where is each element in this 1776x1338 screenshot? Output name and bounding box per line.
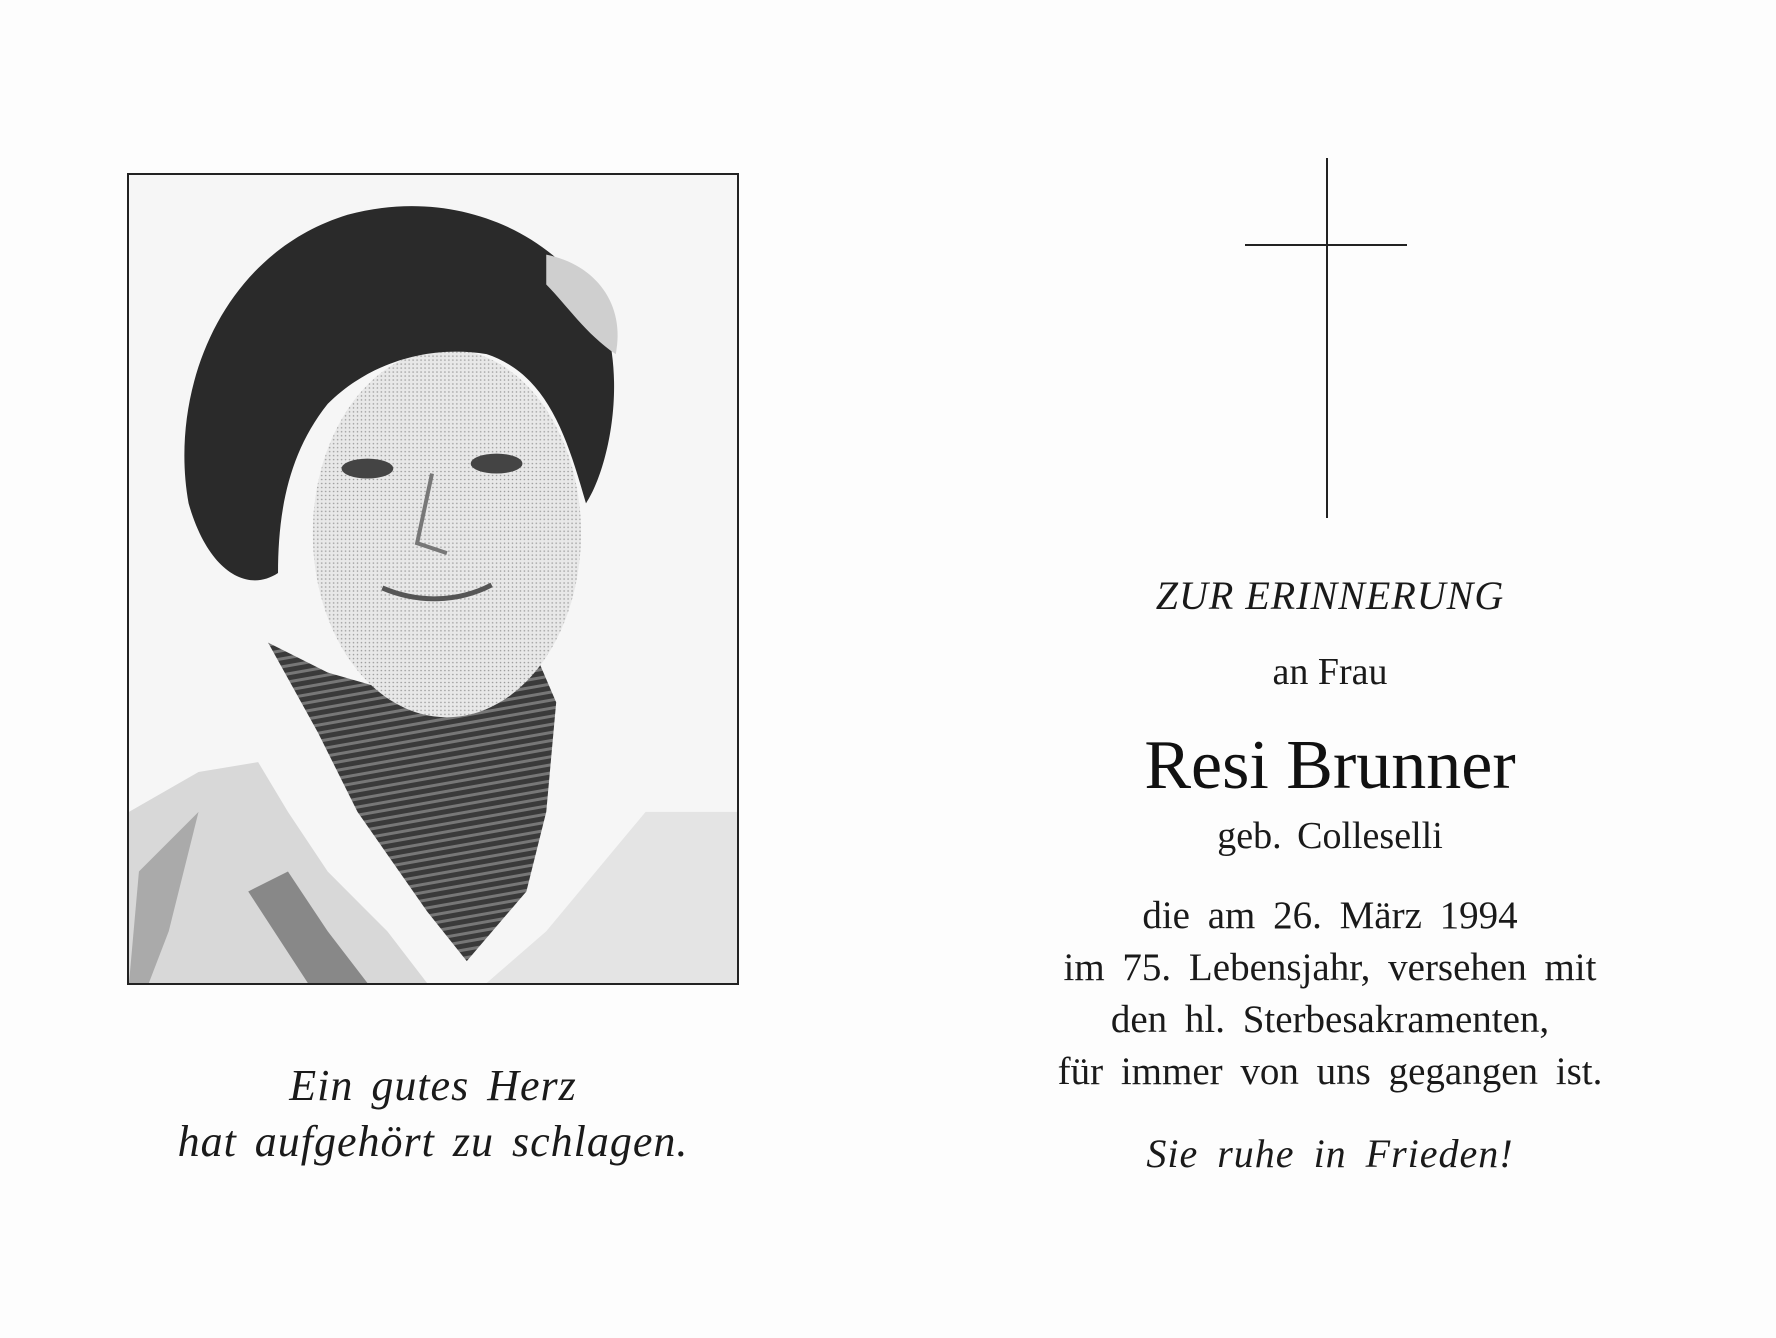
obituary-line: die am 26. März 1994 [1142, 894, 1518, 937]
portrait-photo [127, 173, 739, 985]
left-caption [127, 1058, 739, 1170]
caption-line-2: hat aufgehört zu schlagen. [177, 1117, 689, 1166]
portrait-icon [129, 175, 737, 983]
deceased-name: Resi Brunner [1144, 727, 1516, 804]
cross-bar [1245, 244, 1407, 246]
cross-icon [1326, 158, 1328, 518]
salutation: an Frau [1272, 651, 1388, 693]
obituary-line: im 75. Lebensjahr, versehen mit [1063, 946, 1597, 989]
memorial-header: ZUR ERINNERUNG [1155, 573, 1505, 618]
closing-blessing: Sie ruhe in Frieden! [1146, 1131, 1514, 1176]
obituary-line: für immer von uns gegangen ist. [1057, 1050, 1603, 1093]
caption-line-1: Ein gutes Herz [289, 1061, 577, 1110]
maiden-name: geb. Colleselli [1217, 815, 1443, 857]
obituary-line: den hl. Sterbesakramenten, [1110, 998, 1550, 1041]
obituary-text [985, 890, 1675, 1098]
